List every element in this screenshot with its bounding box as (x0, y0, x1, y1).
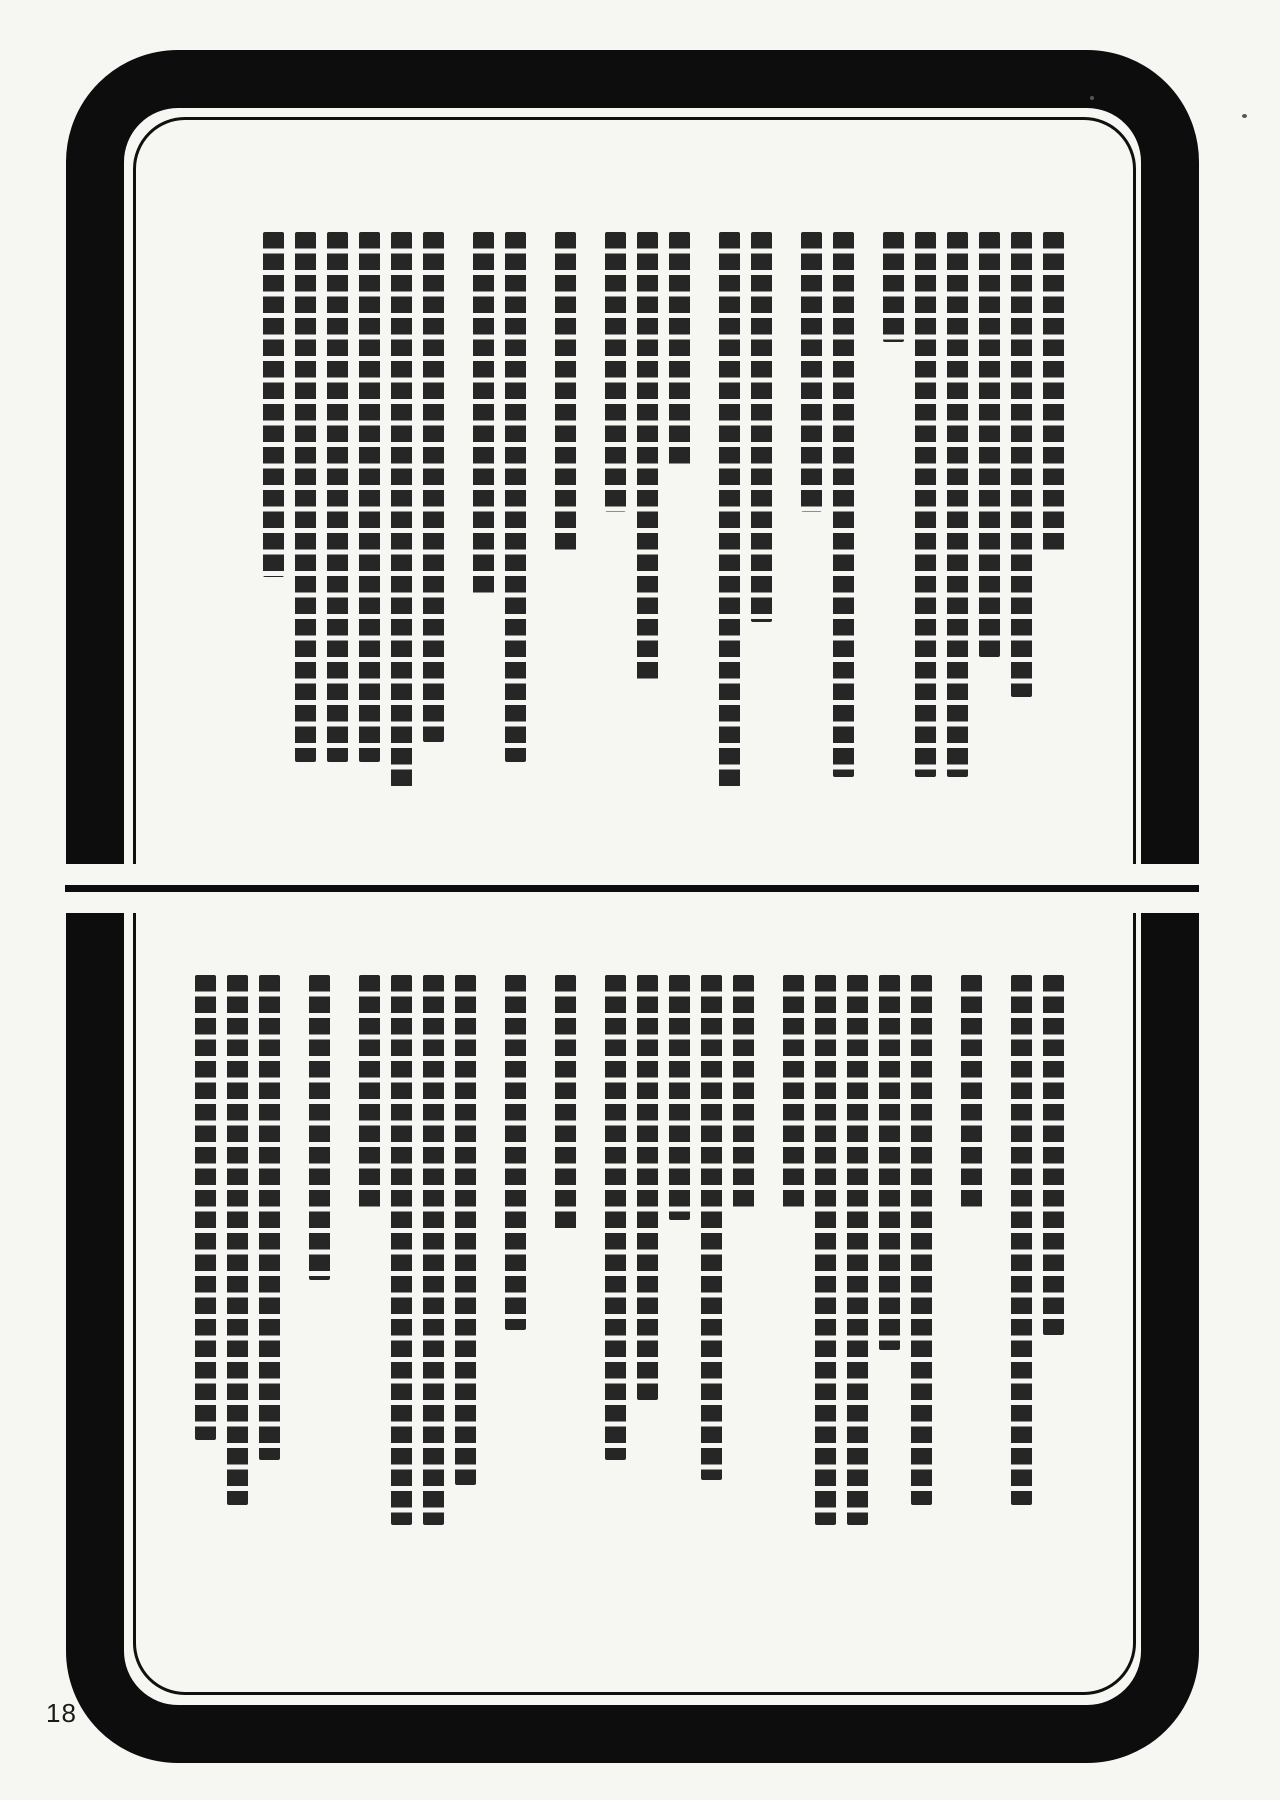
redacted-text-column (947, 232, 968, 777)
paragraph-group (494, 975, 526, 1330)
redacted-text-column (669, 232, 690, 467)
redacted-text-column (555, 975, 576, 1230)
redacted-text-column (879, 975, 900, 1350)
redacted-text-column (783, 975, 804, 1210)
redacted-text-column (605, 232, 626, 512)
redacted-text-column (455, 975, 476, 1485)
paragraph-group (462, 232, 526, 762)
redacted-text-column (1011, 232, 1032, 697)
paragraph-group (1000, 975, 1064, 1505)
paragraph-group (348, 975, 476, 1525)
redacted-text-column (359, 232, 380, 762)
paragraph-group (544, 232, 576, 552)
paragraph-group (594, 232, 690, 682)
redacted-text-column (327, 232, 348, 762)
redacted-text-column (259, 975, 280, 1460)
redacted-text-column (505, 975, 526, 1330)
redacted-text-column (911, 975, 932, 1505)
paragraph-group (298, 975, 330, 1280)
redacted-text-column (505, 232, 526, 762)
paragraph-group (790, 232, 854, 777)
redacted-text-column (1043, 232, 1064, 552)
redacted-text-column (801, 232, 822, 512)
paragraph-group (772, 975, 932, 1525)
paragraph-group (252, 232, 444, 787)
redacted-text-column (979, 232, 1000, 657)
redacted-text-column (719, 232, 740, 787)
scan-speck (1242, 114, 1247, 118)
paragraph-group (544, 975, 576, 1230)
redacted-text-column (637, 232, 658, 682)
redacted-text-column (391, 232, 412, 787)
paragraph-group (950, 975, 982, 1210)
redacted-text-column (847, 975, 868, 1525)
redacted-text-column (391, 975, 412, 1525)
redacted-text-column (555, 232, 576, 552)
panel-divider-rule (65, 885, 1199, 892)
redacted-text-column (915, 232, 936, 777)
paragraph-group (872, 232, 1064, 777)
top-text-panel (170, 232, 1064, 810)
redacted-text-column (423, 975, 444, 1525)
redacted-text-column (423, 232, 444, 742)
page-number: 18 (46, 1698, 77, 1728)
redacted-text-column (227, 975, 248, 1505)
bottom-text-panel (180, 975, 1064, 1550)
redacted-text-column (815, 975, 836, 1525)
redacted-text-column (961, 975, 982, 1210)
redacted-text-column (473, 232, 494, 597)
scan-speck (1090, 96, 1094, 100)
redacted-text-column (605, 975, 626, 1460)
redacted-text-column (195, 975, 216, 1440)
redacted-text-column (359, 975, 380, 1210)
paragraph-group (594, 975, 754, 1480)
redacted-text-column (701, 975, 722, 1480)
redacted-text-column (883, 232, 904, 342)
redacted-text-column (1043, 975, 1064, 1335)
paragraph-group (184, 975, 280, 1505)
redacted-text-column (295, 232, 316, 762)
redacted-text-column (833, 232, 854, 777)
redacted-text-column (637, 975, 658, 1400)
redacted-text-column (263, 232, 284, 577)
redacted-text-column (733, 975, 754, 1210)
redacted-text-column (669, 975, 690, 1220)
paragraph-group (708, 232, 772, 787)
redacted-text-column (309, 975, 330, 1280)
redacted-text-column (751, 232, 772, 622)
redacted-text-column (1011, 975, 1032, 1505)
